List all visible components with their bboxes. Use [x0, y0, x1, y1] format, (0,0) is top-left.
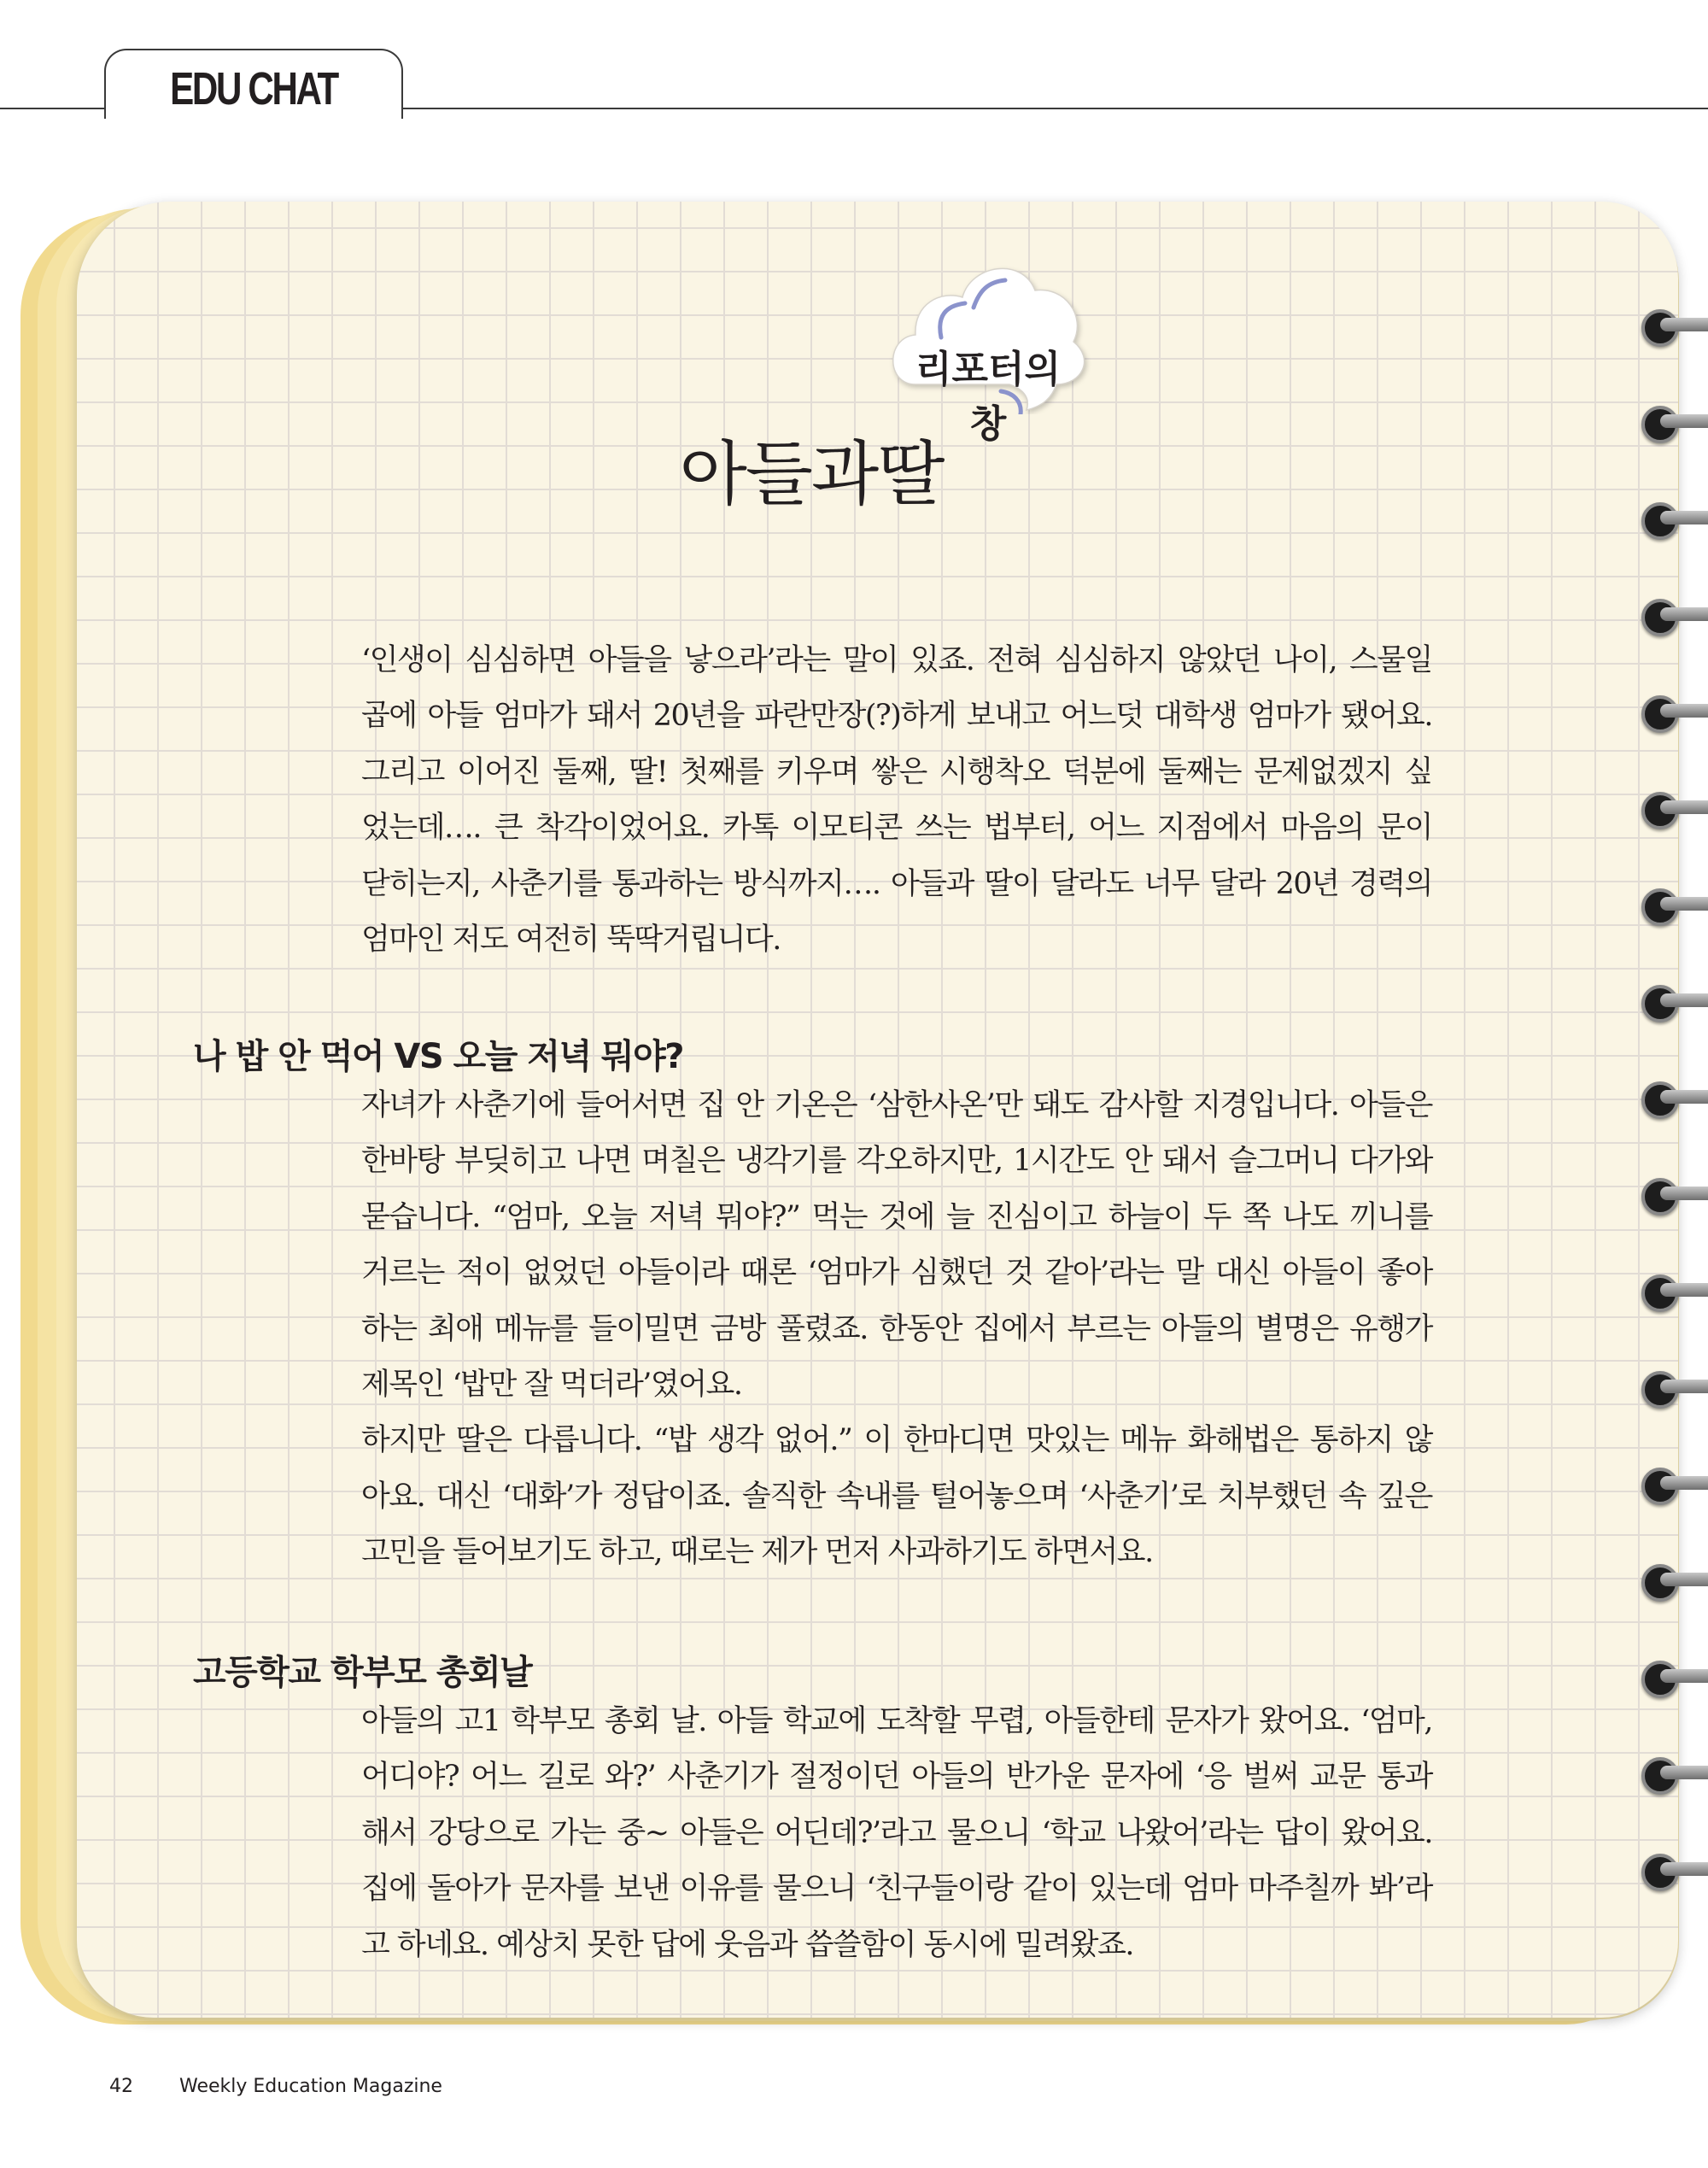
spiral-ring-icon — [1641, 1564, 1679, 1602]
spiral-wire — [1660, 897, 1708, 911]
text-line: 한바탕 부딪히고 나면 며칠은 냉각기를 각오하지만, 1시간도 안 돼서 슬그머니 다가와 — [361, 1144, 1432, 1179]
text-line: 집에 돌아가 문자를 보낸 이유를 물으니 ‘친구들이랑 같이 있는데 엄마 마주칠까 봐’라 — [361, 1872, 1432, 1907]
intro-paragraph — [361, 633, 1432, 968]
text-line: 거르는 적이 없었던 아들이라 때론 ‘엄마가 심했던 것 같아’라는 말 대신 아들이 좋아 — [361, 1256, 1432, 1291]
spiral-wire — [1660, 1283, 1708, 1297]
section-body — [361, 1078, 1432, 1581]
spiral-wire — [1660, 414, 1708, 428]
text-line: 닫히는지, 사춘기를 통과하는 방식까지…. 아들과 딸이 달라도 너무 달라 20년 경력의 — [361, 866, 1432, 901]
text-line: 곱에 아들 엄마가 돼서 20년을 파란만장(?)하게 보내고 어느덧 대학생 엄마가 됐어요. — [361, 699, 1432, 734]
spiral-wire — [1660, 1573, 1708, 1586]
text-line: 엄마인 저도 여전히 뚝딱거립니다. — [361, 922, 781, 957]
magazine-name: Weekly Education Magazine — [179, 2076, 442, 2097]
text-line: 해서 강당으로 가는 중~ 아들은 어딘데?’라고 물으니 ‘학교 나왔어’라는 답이 왔어요. — [361, 1815, 1432, 1850]
spiral-wire — [1660, 1090, 1708, 1104]
spiral-ring-icon — [1641, 1371, 1679, 1409]
spiral-wire — [1660, 1380, 1708, 1393]
text-line: 고 하네요. 예상치 못한 답에 웃음과 씁쓸함이 동시에 밀려왔죠. — [361, 1927, 1134, 1962]
spiral-ring-icon — [1641, 1854, 1679, 1891]
text-line: 그리고 이어진 둘째, 딸! 첫째를 키우며 쌓은 시행착오 덕분에 둘째는 문제없겠지 싶 — [361, 754, 1432, 789]
spiral-wire — [1660, 1476, 1708, 1490]
text-line: 묻습니다. “엄마, 오늘 저녁 뭐야?” 먹는 것에 늘 진심이고 하늘이 두 쪽 나도 끼니를 — [361, 1199, 1432, 1234]
spiral-wire — [1660, 1766, 1708, 1779]
spiral-wire — [1660, 511, 1708, 524]
column-badge: 리포터의 창 — [915, 348, 1061, 446]
spiral-ring-icon — [1641, 1468, 1679, 1505]
spiral-ring-icon — [1641, 1757, 1679, 1795]
spiral-ring-icon — [1641, 1178, 1679, 1216]
spiral-wire — [1660, 607, 1708, 621]
spiral-ring-icon — [1641, 985, 1679, 1022]
section-heading: 고등학교 학부모 총회날 — [193, 1653, 532, 1692]
spiral-ring-icon — [1641, 599, 1679, 636]
text-line: 었는데…. 큰 착각이었어요. 카톡 이모티콘 쓰는 법부터, 어느 지점에서 마음의 문이 — [361, 811, 1432, 846]
text-line: 고민을 들어보기도 하고, 때로는 제가 먼저 사과하기도 하면서요. — [361, 1535, 1153, 1570]
text-line: 하지만 딸은 다릅니다. “밥 생각 없어.” 이 한마디면 맛있는 메뉴 화해법은 통하지 않 — [361, 1423, 1432, 1458]
spiral-ring-icon — [1641, 1274, 1679, 1312]
text-line: ‘인생이 심심하면 아들을 낳으라’라는 말이 있죠. 전혀 심심하지 않았던 나이, 스물일 — [361, 643, 1432, 677]
spiral-ring-icon — [1641, 888, 1679, 926]
spiral-wire — [1660, 1862, 1708, 1876]
spiral-ring-icon — [1641, 502, 1679, 540]
section-body — [361, 1694, 1432, 1973]
spiral-ring-icon — [1641, 1661, 1679, 1698]
spiral-ring-icon — [1641, 406, 1679, 443]
text-line: 아요. 대신 ‘대화’가 정답이죠. 솔직한 속내를 털어놓으며 ‘사춘기’로 치부했던 속 깊은 — [361, 1479, 1432, 1514]
spiral-wire — [1660, 704, 1708, 718]
spiral-wire — [1660, 318, 1708, 331]
article-title: 아들과딸 — [679, 434, 944, 515]
text-line: 제목인 ‘밥만 잘 먹더라’였어요. — [361, 1367, 742, 1402]
text-line: 자녀가 사춘기에 들어서면 집 안 기온은 ‘삼한사온’만 돼도 감사할 지경입니다. 아들은 — [361, 1088, 1432, 1122]
spiral-wire — [1660, 800, 1708, 814]
section-tab-label: EDU CHAT — [170, 63, 337, 114]
section-tab — [104, 49, 403, 119]
text-line: 아들의 고1 학부모 총회 날. 아들 학교에 도착할 무렵, 아들한테 문자가 왔어요. ‘엄마, — [361, 1704, 1432, 1738]
text-line: 하는 최애 메뉴를 들이밀면 금방 풀렸죠. 한동안 집에서 부르는 아들의 별명은 유행가 — [361, 1311, 1432, 1346]
spiral-ring-icon — [1641, 309, 1679, 347]
spiral-ring-icon — [1641, 792, 1679, 829]
spiral-wire — [1660, 1669, 1708, 1683]
text-line: 어디야? 어느 길로 와?’ 사춘기가 절정이던 아들의 반가운 문자에 ‘응 벌써 교문 통과 — [361, 1760, 1432, 1795]
section-heading: 나 밥 안 먹어 VS 오늘 저녁 뭐야? — [193, 1037, 683, 1076]
spiral-ring-icon — [1641, 1081, 1679, 1119]
page-number: 42 — [109, 2076, 133, 2097]
spiral-wire — [1660, 993, 1708, 1007]
spiral-wire — [1660, 1187, 1708, 1200]
spiral-ring-icon — [1641, 695, 1679, 733]
